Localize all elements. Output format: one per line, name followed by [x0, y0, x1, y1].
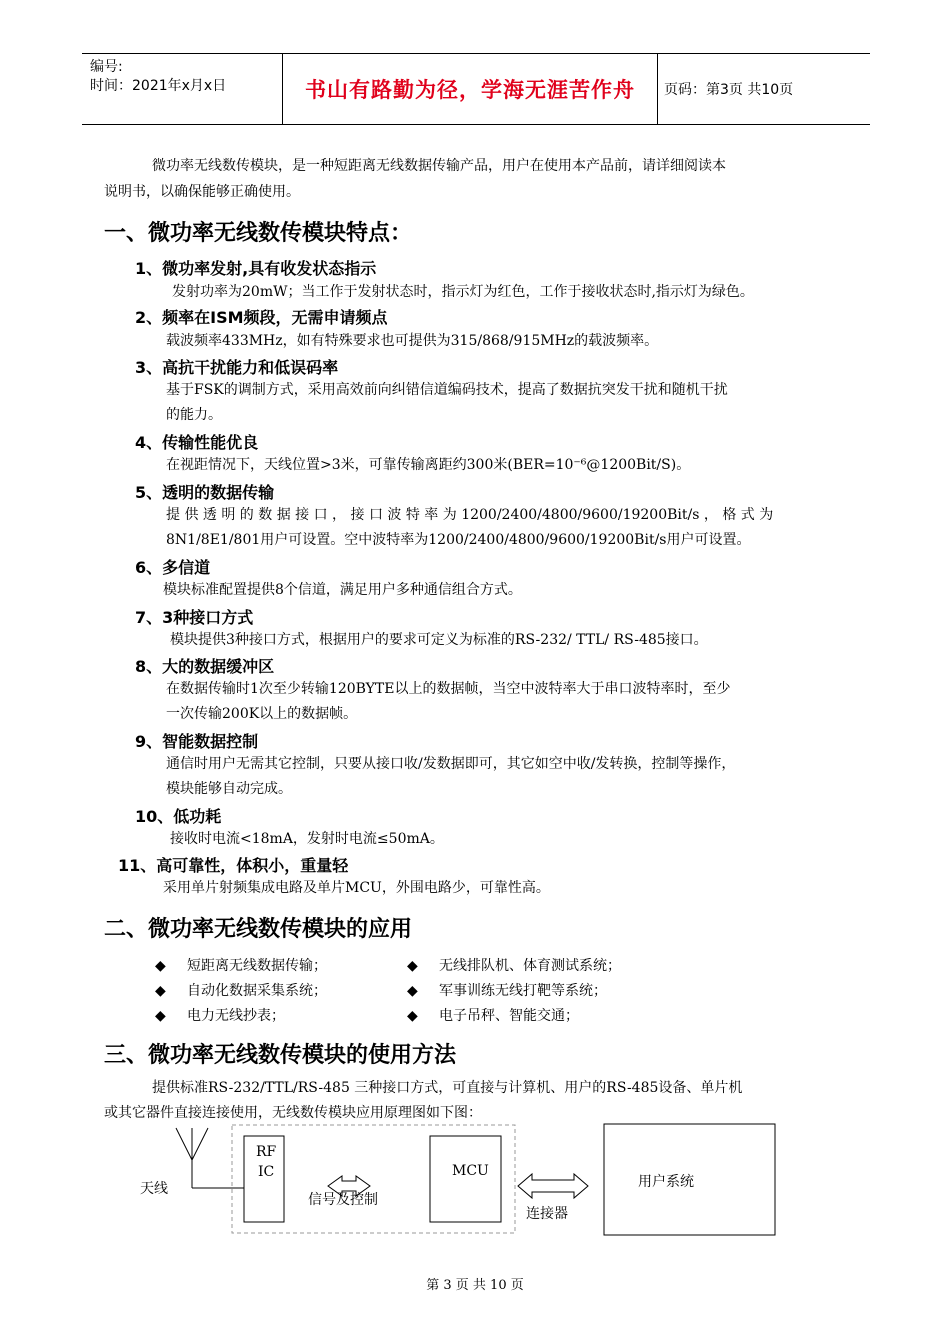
feature-3-text-2: 的能力。 [166, 407, 222, 423]
bullet-item: ◆ 短距离无线数据传输； [155, 958, 327, 974]
feature-7-text: 模块提供3种接口方式，根据用户的要求可定义为标准的RS-232/ TTL/ RS-485接口。 [170, 632, 708, 648]
feature-title: 传输性能优良 [162, 433, 259, 452]
diamond-bullet-icon: ◆ [155, 983, 166, 999]
bullet-item: ◆ 自动化数据采集系统； [155, 983, 327, 999]
feature-title: 微功率发射,具有收发状态指示 [162, 259, 377, 278]
feature-number: 1、 [135, 259, 163, 278]
diamond-bullet-icon: ◆ [407, 1008, 418, 1024]
feature-title: 3种接口方式 [162, 608, 254, 627]
feature-8-text-2: 一次传输200K以上的数据帧。 [166, 706, 358, 722]
header-motto: 书山有路勤为径，学海无涯苦作舟 [282, 54, 658, 124]
mcu-label: MCU [452, 1163, 489, 1179]
ic-label: IC [258, 1164, 275, 1180]
feature-number: 4、 [135, 433, 163, 452]
page-footer: 第 3 页 共 10 页 [426, 1278, 524, 1293]
feature-number: 10、 [135, 807, 174, 826]
diamond-bullet-icon: ◆ [407, 983, 418, 999]
diamond-bullet-icon: ◆ [155, 958, 166, 974]
antenna-icon [176, 1128, 244, 1188]
intro-line-1: 微功率无线数传模块，是一种短距离无线数据传输产品，用户在使用本产品前，请详细阅读本 [152, 158, 726, 174]
signal-control-label: 信号及控制 [308, 1192, 378, 1208]
rf-label: RF [256, 1144, 277, 1160]
feature-5-text-1: 提 供 透 明 的 数 据 接 口 ， 接 口 波 特 率 为 1200/2400/4800/9600/19200Bit/s ， 格 式 为 [166, 507, 774, 523]
feature-3-text-1: 基于FSK的调制方式，采用高效前向纠错信道编码技术，提高了数据抗突发干扰和随机干扰 [166, 382, 728, 398]
diamond-bullet-icon: ◆ [155, 1008, 166, 1024]
feature-number: 11、 [118, 856, 157, 875]
user-system-label: 用户系统 [638, 1174, 694, 1190]
feature-title: 高抗干扰能力和低误码率 [162, 358, 339, 377]
feature-6-text: 模块标准配置提供8个信道，满足用户多种通信组合方式。 [163, 582, 522, 598]
feature-number: 8、 [135, 657, 163, 676]
double-arrow-connector [518, 1174, 588, 1198]
diamond-bullet-icon: ◆ [407, 958, 418, 974]
antenna-label: 天线 [140, 1181, 168, 1197]
feature-8-text-1: 在数据传输时1次至少转输120BYTE以上的数据帧，当空中波特率大于串口波特率时，至少 [166, 681, 731, 697]
bullet-item: ◆ 电力无线抄表； [155, 1008, 285, 1024]
feature-title: 透明的数据传输 [162, 483, 275, 502]
feature-5-text-2: 8N1/8E1/801用户可设置。空中波特率为1200/2400/4800/9600/19200Bit/s用户可设置。 [166, 532, 751, 548]
bullet-item: ◆ 军事训练无线打靶等系统； [407, 983, 607, 999]
section2-title: 二、微功率无线数传模块的应用 [104, 917, 413, 942]
feature-title: 大的数据缓冲区 [162, 657, 275, 676]
header-page: 页码：第3页 共10页 [664, 82, 794, 98]
section1-title: 一、微功率无线数传模块特点： [104, 221, 413, 246]
mcu-box [430, 1136, 501, 1222]
feature-number: 9、 [135, 732, 163, 751]
feature-9-text-1: 通信时用户无需其它控制，只要从接口收/发数据即可，其它如空中收/发转换，控制等操作， [166, 756, 736, 772]
section3-line-2: 或其它器件直接连接使用，无线数传模块应用原理图如下图： [104, 1105, 482, 1121]
feature-2-text: 载波频率433MHz，如有特殊要求也可提供为315/868/915MHz的载波频率。 [166, 333, 659, 349]
feature-1-text: 发射功率为20mW；当工作于发射状态时，指示灯为红色，工作于接收状态时,指示灯为绿色。 [172, 284, 754, 300]
feature-number: 7、 [135, 608, 163, 627]
feature-title: 多信道 [162, 558, 211, 577]
feature-number: 3、 [135, 358, 163, 377]
intro-line-2: 说明书，以确保能够正确使用。 [104, 184, 300, 200]
feature-title: 低功耗 [173, 807, 222, 826]
header-time: 时间：2021年x月x日 [90, 78, 227, 94]
feature-title: 高可靠性，体积小，重量轻 [156, 856, 349, 875]
connector-label: 连接器 [526, 1206, 568, 1222]
feature-title: 频率在ISM频段，无需申请频点 [162, 308, 388, 327]
feature-11-text: 采用单片射频集成电路及单片MCU，外围电路少，可靠性高。 [163, 880, 550, 896]
feature-title: 智能数据控制 [162, 732, 259, 751]
section3-line-1: 提供标准RS-232/TTL/RS-485 三种接口方式，可直接与计算机、用户的RS-485设备、单片机 [152, 1080, 743, 1096]
feature-number: 6、 [135, 558, 163, 577]
bullet-item: ◆ 电子吊秤、智能交通； [407, 1008, 579, 1024]
bullet-item: ◆ 无线排队机、体育测试系统； [407, 958, 621, 974]
feature-number: 2、 [135, 308, 163, 327]
feature-4-text: 在视距情况下，天线位置>3米，可靠传输离距约300米(BER=10⁻⁶@1200Bit/S)。 [166, 457, 691, 473]
header-number: 编号: [90, 59, 123, 75]
module-dashed-frame [232, 1125, 515, 1233]
feature-9-text-2: 模块能够自动完成。 [166, 781, 292, 797]
feature-number: 5、 [135, 483, 163, 502]
section3-title: 三、微功率无线数传模块的使用方法 [104, 1043, 457, 1068]
feature-10-text: 接收时电流<18mA，发射时电流≤50mA。 [170, 831, 444, 847]
